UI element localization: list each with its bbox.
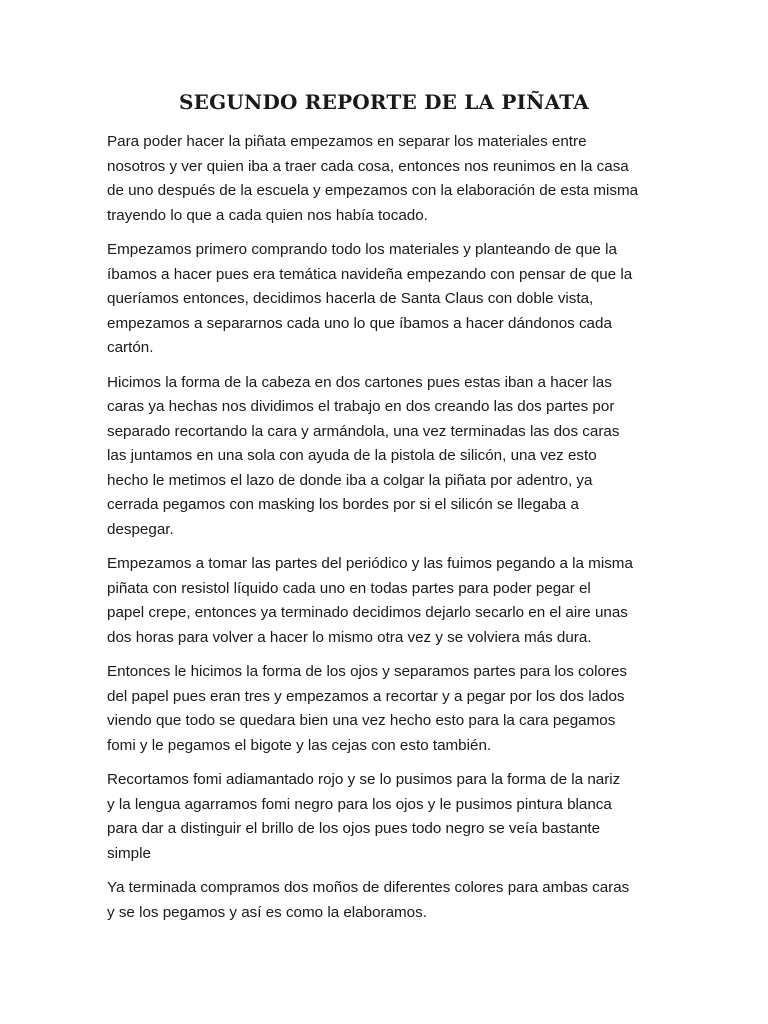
paragraph-5: Entonces le hicimos la forma de los ojos y separamos partes para los colores del papel pues eran tres y empezamos a recortar y a pegar por los dos lados viendo que todo se quedara bien una vez hecho esto para la cara pegamos fomi y le pegamos el bigote y las cejas con esto también. [107, 663, 627, 754]
paragraph-7: Ya terminada compramos dos moños de diferentes colores para ambas caras y se los pegamos y así es como la elaboramos. [107, 879, 630, 921]
document-title: SEGUNDO REPORTE DE LA PIÑATA [178, 90, 589, 114]
document-body [107, 130, 663, 935]
paragraph-2: Empezamos primero comprando todo los materiales y planteando de que la íbamos a hacer pues era temática navideña empezando con pensar de que la queríamos entonces, decidimos hacerla de Santa Claus con doble vista, empezamos a separarnos cada uno lo que íbamos a hacer dándonos cada cartón. [107, 241, 633, 356]
paragraph-4: Empezamos a tomar las partes del periódico y las fuimos pegando a la misma piñata con resistol líquido cada uno en todas partes para poder pegar el papel crepe, entonces ya terminado decidimos dejarlo secarlo en el aire unas dos horas para volver a hacer lo mismo otra vez y se volviera más dura. [107, 555, 633, 646]
paragraph-1: Para poder hacer la piñata empezamos en separar los materiales entre nosotros y ver quien iba a traer cada cosa, entonces nos reunimos en la casa de uno después de la escuela y empezamos con la elaboración de esta misma trayendo lo que a cada quien nos había tocado. [107, 133, 639, 224]
paragraph-3: Hicimos la forma de la cabeza en dos cartones pues estas iban a hacer las caras ya hechas nos dividimos el trabajo en dos creando las dos partes por separado recortando la cara y armándola, una vez terminadas las dos caras las juntamos en una sola con ayuda de la pistola de silicón, una vez esto hecho le metimos el lazo de donde iba a colgar la piñata por adentro, ya cerrada pegamos con masking los bordes por si el silicón se llegaba a despegar. [107, 373, 620, 538]
paragraph-6: Recortamos fomi adiamantado rojo y se lo pusimos para la forma de la nariz y la lengua agarramos fomi negro para los ojos y le pusimos pintura blanca para dar a distinguir el brillo de los ojos pues todo negro se veía bastante simple [107, 771, 621, 862]
